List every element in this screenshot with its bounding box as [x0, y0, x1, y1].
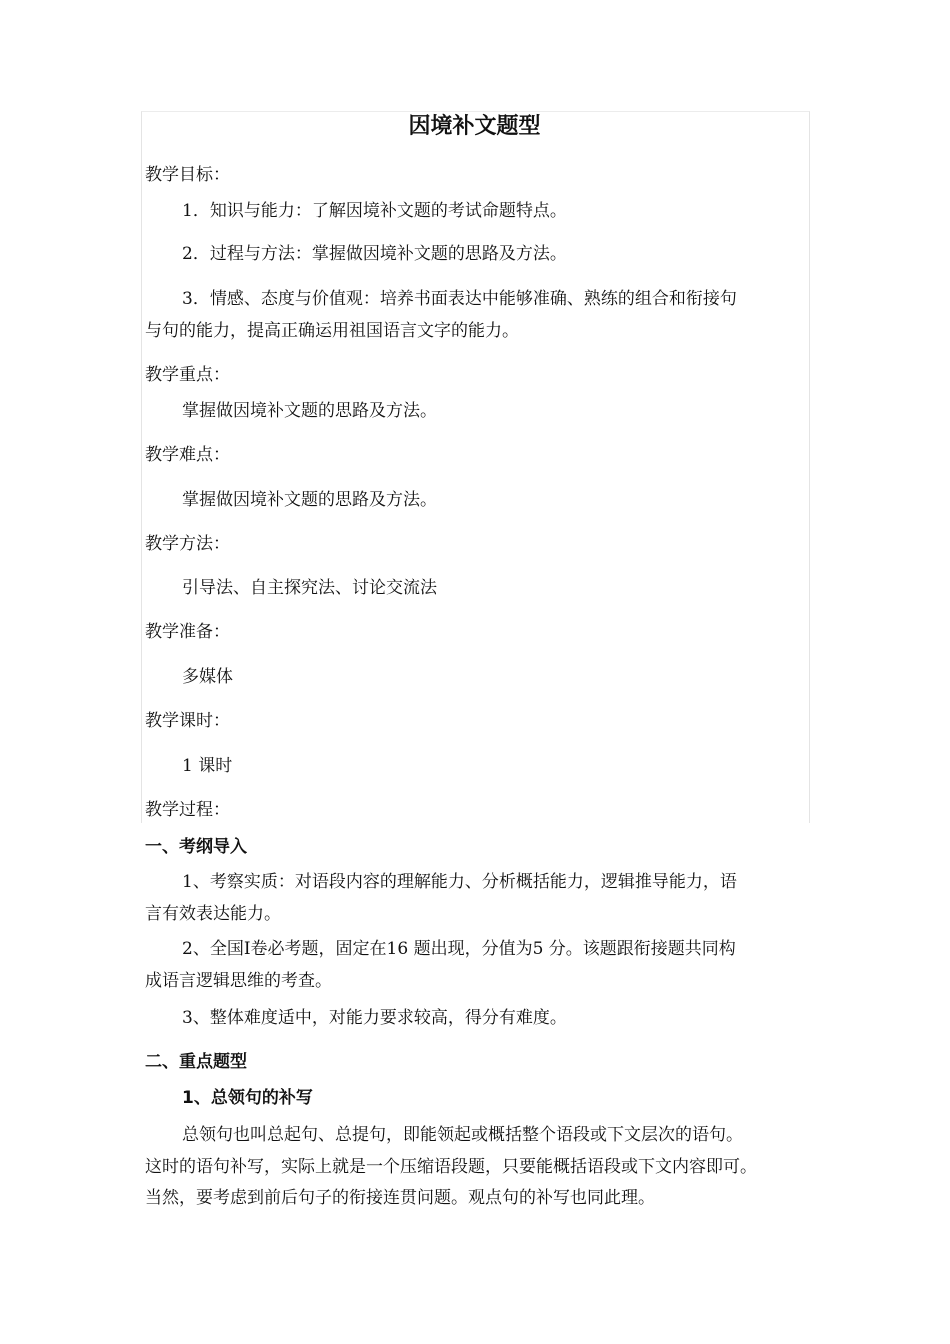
difficulty-text: 掌握做因境补文题的思路及方法。	[182, 490, 437, 510]
prep-text: 多媒体	[182, 667, 233, 687]
method-heading: 教学方法：	[145, 534, 230, 554]
focus-text: 掌握做因境补文题的思路及方法。	[182, 401, 437, 421]
s1-p3: 3、整体难度适中，对能力要求较高，得分有难度。	[182, 1008, 567, 1028]
section-1-heading: 一、考纲导入	[145, 837, 247, 857]
s1-p2-line1: 2、全国Ⅰ卷必考题，固定在16 题出现，分值为5 分。该题跟衔接题共同构	[182, 939, 736, 959]
s2-p1-line1: 总领句也叫总起句、总提句，即能领起或概括整个语段或下文层次的语句。	[182, 1125, 743, 1145]
goal-1: 1．知识与能力：了解因境补文题的考试命题特点。	[182, 201, 567, 221]
focus-heading: 教学重点：	[145, 365, 230, 385]
method-text: 引导法、自主探究法、讨论交流法	[182, 578, 437, 598]
process-heading: 教学过程：	[145, 800, 230, 820]
hours-heading: 教学课时：	[145, 711, 230, 731]
s2-subheading-1: 1、总领句的补写	[182, 1088, 313, 1108]
s2-p1-line2: 这时的语句补写，实际上就是一个压缩语段题，只要能概括语段或下文内容即可。	[145, 1157, 757, 1177]
goals-heading: 教学目标：	[145, 165, 230, 185]
s1-p1-line2: 言有效表达能力。	[145, 904, 281, 924]
goal-2: 2．过程与方法：掌握做因境补文题的思路及方法。	[182, 244, 567, 264]
s2-p1-line3: 当然，要考虑到前后句子的衔接连贯问题。观点句的补写也同此理。	[145, 1188, 655, 1208]
page-title: 因境补文题型	[408, 114, 541, 139]
prep-heading: 教学准备：	[145, 622, 230, 642]
difficulty-heading: 教学难点：	[145, 445, 230, 465]
goal-3-line1: 3．情感、态度与价值观：培养书面表达中能够准确、熟练的组合和衔接句	[182, 289, 737, 309]
hours-text: 1 课时	[182, 756, 233, 776]
s1-p1-line1: 1、考察实质：对语段内容的理解能力、分析概括能力，逻辑推导能力，语	[182, 872, 737, 892]
goal-3-line2: 与句的能力，提高正确运用祖国语言文字的能力。	[145, 321, 519, 341]
section-2-heading: 二、重点题型	[145, 1052, 247, 1072]
s1-p2-line2: 成语言逻辑思维的考查。	[145, 971, 332, 991]
